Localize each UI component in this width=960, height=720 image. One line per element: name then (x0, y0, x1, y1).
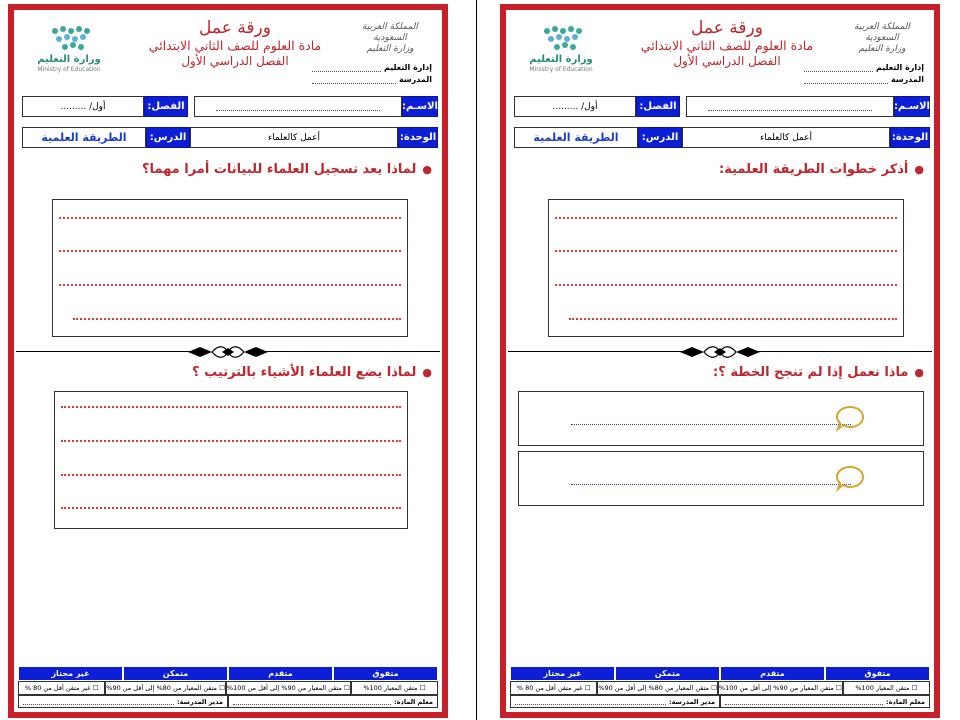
criterion-4[interactable]: ☐ غير متقن أقل من 80 % (18, 681, 105, 695)
answer-box-2[interactable] (54, 391, 408, 529)
question-2-text: ماذا نعمل إذا لم تنجح الخطة ؟: (713, 365, 909, 380)
ministry-name-en: Ministry of Education (37, 66, 101, 73)
admin-fields (312, 60, 432, 84)
level-excellent: متفوق (333, 666, 438, 681)
name-label: الاسـم: (402, 96, 438, 117)
ministry-logo-icon (24, 24, 114, 54)
teacher-label: معلم المادة: (394, 697, 433, 706)
lesson-value: الطريقة العلمية (514, 127, 638, 148)
level-proficient: متمكن (615, 666, 720, 681)
level-not-passed: غير مجتاز (510, 666, 615, 681)
rubric-table (510, 666, 930, 708)
worksheet-page-right (500, 4, 940, 718)
name-field[interactable] (686, 96, 894, 117)
ministry-logo (516, 24, 606, 74)
admin-field[interactable] (804, 63, 873, 72)
teacher-label: معلم المادة: (886, 697, 925, 706)
lesson-value: الطريقة العلمية (22, 127, 146, 148)
school-label: المدرسة (890, 75, 924, 84)
bullet-icon: ● (422, 163, 432, 176)
divider-ornament-icon (188, 346, 268, 358)
principal-signature[interactable] (510, 695, 720, 708)
kingdom-logo (348, 22, 432, 55)
level-not-passed: غير مجتاز (18, 666, 123, 681)
answer-box-1[interactable] (52, 199, 408, 337)
unit-value: أعمل كالعلماء (190, 127, 398, 148)
speech-bubble-icon (835, 464, 865, 492)
ministry-name-ar: وزارة التعليم (37, 54, 101, 65)
criterion-3[interactable]: ☐ متقن المعيار من 80% إلى أقل من 90% (105, 681, 226, 695)
class-field[interactable]: أول/ ......... (514, 96, 636, 117)
ministry-logo (24, 24, 114, 74)
criterion-4[interactable]: ☐ غير متقن أقل من 80 % (510, 681, 597, 695)
level-excellent: متفوق (825, 666, 930, 681)
rubric-table (18, 666, 438, 708)
semester-line: الفصل الدراسي الأول (673, 54, 781, 68)
question-1-text: أذكر خطوات الطريقة العلمية: (719, 162, 909, 177)
header (20, 18, 436, 94)
class-label: الفصل: (636, 96, 680, 117)
name-label: الاسـم: (894, 96, 930, 117)
criterion-1[interactable]: ☐ متقن المعيار 100% (843, 681, 930, 695)
speech-bubble-icon (835, 404, 865, 432)
subject-line: مادة العلوم للصف الثاني الابتدائي (148, 38, 322, 53)
kingdom-name: المملكة العربية السعودية (854, 22, 910, 43)
ministry-name-ar: وزارة التعليم (529, 54, 593, 65)
title-block (622, 18, 832, 68)
lesson-label: الدرس: (638, 127, 682, 148)
divider-ornament-icon (680, 346, 760, 358)
worksheet-page-left (8, 4, 448, 718)
worksheet-title: ورقة عمل (199, 18, 271, 38)
admin-label: إدارة التعليم (875, 63, 924, 72)
principal-signature[interactable] (18, 695, 228, 708)
teacher-signature[interactable] (720, 695, 930, 708)
level-advanced: متقدم (720, 666, 825, 681)
principal-label: مدير المدرسة: (177, 697, 223, 706)
level-proficient: متمكن (123, 666, 228, 681)
criterion-2[interactable]: ☐ متقن المعيار من 90% إلى أقل من 100% (718, 681, 843, 695)
class-label: الفصل: (144, 96, 188, 117)
answer-box-1[interactable] (548, 199, 904, 337)
lesson-info-row (18, 127, 438, 148)
student-info-row (18, 96, 438, 117)
unit-label: الوحدة: (890, 127, 930, 148)
question-1 (142, 162, 432, 177)
ministry-logo-icon (516, 24, 606, 54)
kingdom-name: المملكة العربية السعودية (362, 22, 418, 43)
question-1 (719, 162, 924, 177)
lesson-label: الدرس: (146, 127, 190, 148)
section-divider (508, 346, 932, 358)
kingdom-ministry: وزارة التعليم (366, 44, 414, 54)
criterion-2[interactable]: ☐ متقن المعيار من 90% إلى أقل من 100% (226, 681, 351, 695)
unit-label: الوحدة: (398, 127, 438, 148)
admin-label: إدارة التعليم (383, 63, 432, 72)
school-label: المدرسة (398, 75, 432, 84)
title-block (130, 18, 340, 68)
bullet-icon: ● (914, 163, 924, 176)
lesson-info-row (510, 127, 930, 148)
level-advanced: متقدم (228, 666, 333, 681)
unit-value: أعمل كالعلماء (682, 127, 890, 148)
bullet-icon: ● (914, 366, 924, 379)
criterion-1[interactable]: ☐ متقن المعيار 100% (351, 681, 438, 695)
name-field[interactable] (194, 96, 402, 117)
question-1-text: لماذا يعد تسجيل العلماء للبيانات أمرا مهما؟ (141, 162, 417, 177)
principal-label: مدير المدرسة: (669, 697, 715, 706)
bullet-icon: ● (422, 366, 432, 379)
criterion-3[interactable]: ☐ متقن المعيار من 80% إلى أقل من 90% (597, 681, 718, 695)
question-2 (192, 365, 432, 380)
school-field[interactable] (312, 75, 396, 84)
school-field[interactable] (804, 75, 888, 84)
answer-box-speech-2[interactable] (518, 451, 924, 506)
question-2-text: لماذا يضع العلماء الأشياء بالترتيب ؟ (192, 365, 417, 380)
subject-line: مادة العلوم للصف الثاني الابتدائي (640, 38, 814, 53)
section-divider (16, 346, 440, 358)
kingdom-logo (840, 22, 924, 55)
student-info-row (510, 96, 930, 117)
ministry-name-en: Ministry of Education (529, 66, 593, 73)
class-field[interactable]: أول/ ......... (22, 96, 144, 117)
page-gutter-line (476, 0, 477, 720)
header (512, 18, 928, 94)
kingdom-ministry: وزارة التعليم (858, 44, 906, 54)
semester-line: الفصل الدراسي الأول (181, 54, 289, 68)
admin-field[interactable] (312, 63, 381, 72)
question-2 (713, 365, 924, 380)
answer-box-speech-1[interactable] (518, 391, 924, 446)
worksheet-title: ورقة عمل (691, 18, 763, 38)
teacher-signature[interactable] (228, 695, 438, 708)
admin-fields (804, 60, 924, 84)
